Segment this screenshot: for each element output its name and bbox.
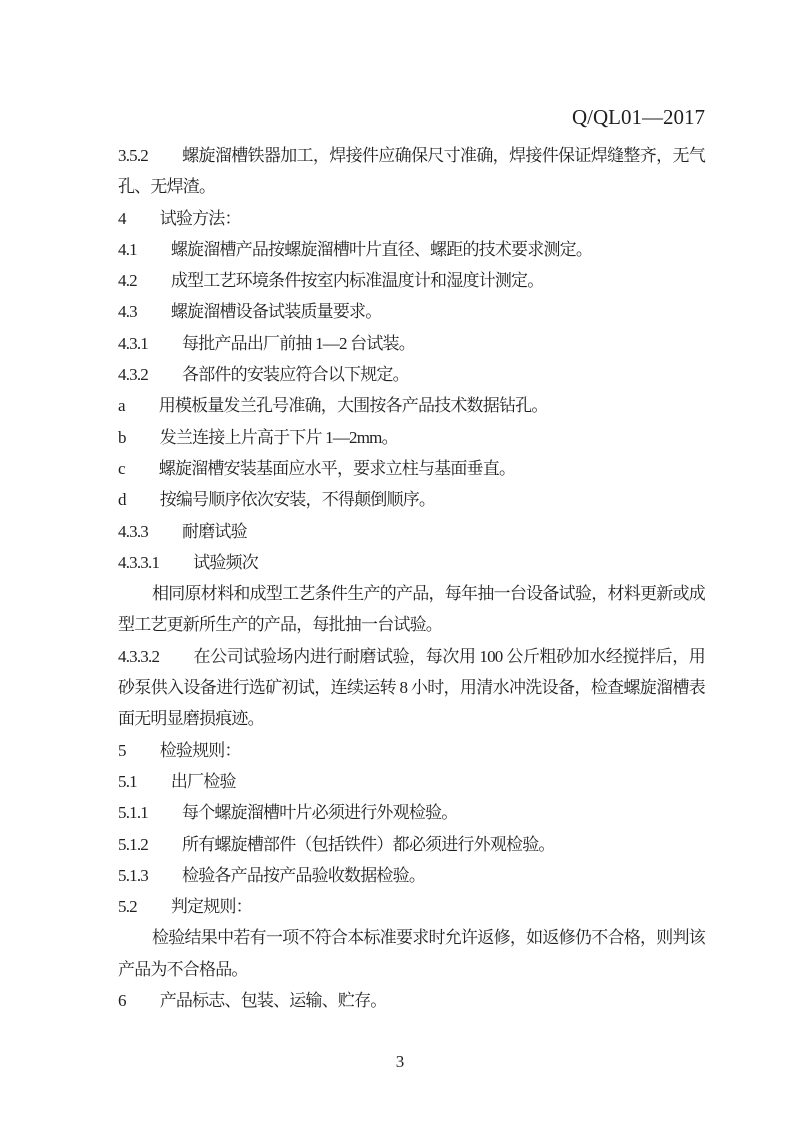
clause-text: 产品标志、包装、运输、贮存。	[159, 991, 387, 1011]
clause-number: 3.5.2	[118, 146, 149, 165]
clause-text: 每批产品出厂前抽 1—2 台试装。	[182, 333, 415, 353]
lettered-list-item	[118, 422, 705, 453]
clause-paragraph	[118, 516, 705, 547]
clause-text: 用模板量发兰孔号准确，大围按各产品技术数据钻孔。	[158, 396, 548, 416]
clause-text: 耐磨试验	[182, 521, 247, 541]
clause-paragraph	[118, 797, 705, 828]
clause-text: 成型工艺环境条件按室内标准温度计和湿度计测定。	[170, 271, 544, 291]
clause-text: 所有螺旋槽部件（包括铁件）都必须进行外观检验。	[182, 834, 555, 854]
clause-paragraph	[118, 766, 705, 797]
clause-number: 4.3.3.1	[118, 552, 160, 572]
clause-paragraph	[118, 829, 705, 860]
clause-text: 试验频次	[193, 552, 258, 572]
page-number: 3	[395, 1052, 405, 1071]
clause-paragraph	[118, 296, 705, 327]
clause-number: d	[118, 490, 126, 510]
clause-text: 螺旋溜槽安装基面应水平，要求立柱与基面垂直。	[158, 458, 516, 478]
clause-paragraph	[118, 328, 705, 359]
clause-paragraph	[118, 860, 705, 891]
clause-number: 4.3.1	[118, 333, 149, 353]
clause-number: 5	[118, 740, 126, 760]
lettered-list-item	[118, 390, 705, 421]
clause-paragraph	[118, 641, 705, 735]
clause-text: 检验各产品按产品验收数据检验。	[182, 865, 426, 885]
clause-text: 判定规则：	[170, 897, 252, 917]
clause-number: 5.1.1	[118, 803, 149, 823]
clause-paragraph	[118, 985, 705, 1016]
clause-number: 5.1	[118, 771, 137, 791]
clause-number: 5.2	[118, 897, 137, 917]
body-paragraph	[118, 922, 705, 985]
clause-number: 4	[118, 208, 126, 228]
clause-paragraph	[118, 359, 705, 390]
body-paragraph	[118, 578, 705, 641]
clause-number: 5.1.2	[118, 834, 149, 854]
lettered-list-item	[118, 484, 705, 515]
clause-text: 螺旋溜槽设备试装质量要求。	[170, 302, 382, 322]
clause-paragraph	[118, 547, 705, 578]
clause-text: 试验方法：	[159, 208, 241, 228]
standard-code-header: Q/QL01—2017	[572, 105, 705, 129]
clause-number: a	[118, 396, 125, 416]
clause-number: 4.3.2	[118, 365, 149, 385]
clause-number: 4.1	[118, 239, 137, 259]
clause-text: 各部件的安装应符合以下规定。	[182, 365, 409, 385]
clause-paragraph	[118, 265, 705, 296]
clause-text: 螺旋溜槽产品按螺旋溜槽叶片直径、螺距的技术要求测定。	[170, 239, 593, 259]
clause-text: 按编号顺序依次安装，不得颠倒顺序。	[159, 490, 436, 510]
clause-text: 在公司试验场内进行耐磨试验，每次用 100 公斤粗砂加水经搅拌后，用砂泵供入设备进行选矿初试，连续运转 8 小时，用清水冲洗设备，检查螺旋溜槽表面无明显磨损痕迹。	[118, 646, 705, 729]
clause-number: c	[118, 458, 125, 478]
clause-text: 出厂检验	[170, 771, 236, 791]
clause-number: b	[118, 427, 126, 447]
clause-number: 6	[118, 991, 126, 1011]
clause-number: 4.2	[118, 271, 137, 291]
clause-paragraph	[118, 140, 705, 203]
clause-text: 发兰连接上片高于下片 1—2mm。	[159, 427, 398, 447]
clause-number: 4.3.3	[118, 521, 149, 541]
lettered-list-item	[118, 453, 705, 484]
clause-paragraph	[118, 735, 705, 766]
clause-paragraph	[118, 203, 705, 234]
clause-number: 5.1.3	[118, 865, 149, 885]
clause-text: 检验规则：	[159, 740, 241, 760]
clause-number: 4.3	[118, 302, 137, 322]
clause-paragraph	[118, 891, 705, 922]
clause-text: 螺旋溜槽铁器加工，焊接件应确保尺寸准确，焊接件保证焊缝整齐，无气孔、无焊渣。	[118, 146, 705, 197]
document-body	[118, 140, 705, 1016]
clause-paragraph	[118, 234, 705, 265]
clause-text: 检验结果中若有一项不符合本标准要求时允许返修，如返修仍不合格，则判该产品为不合格品。	[118, 928, 705, 979]
clause-number: 4.3.3.2	[118, 646, 160, 666]
clause-text: 每个螺旋溜槽叶片必须进行外观检验。	[182, 803, 458, 823]
clause-text: 相同原材料和成型工艺条件生产的产品，每年抽一台设备试验，材料更新或成型工艺更新所生产的产品，每批抽一台试验。	[118, 584, 705, 635]
